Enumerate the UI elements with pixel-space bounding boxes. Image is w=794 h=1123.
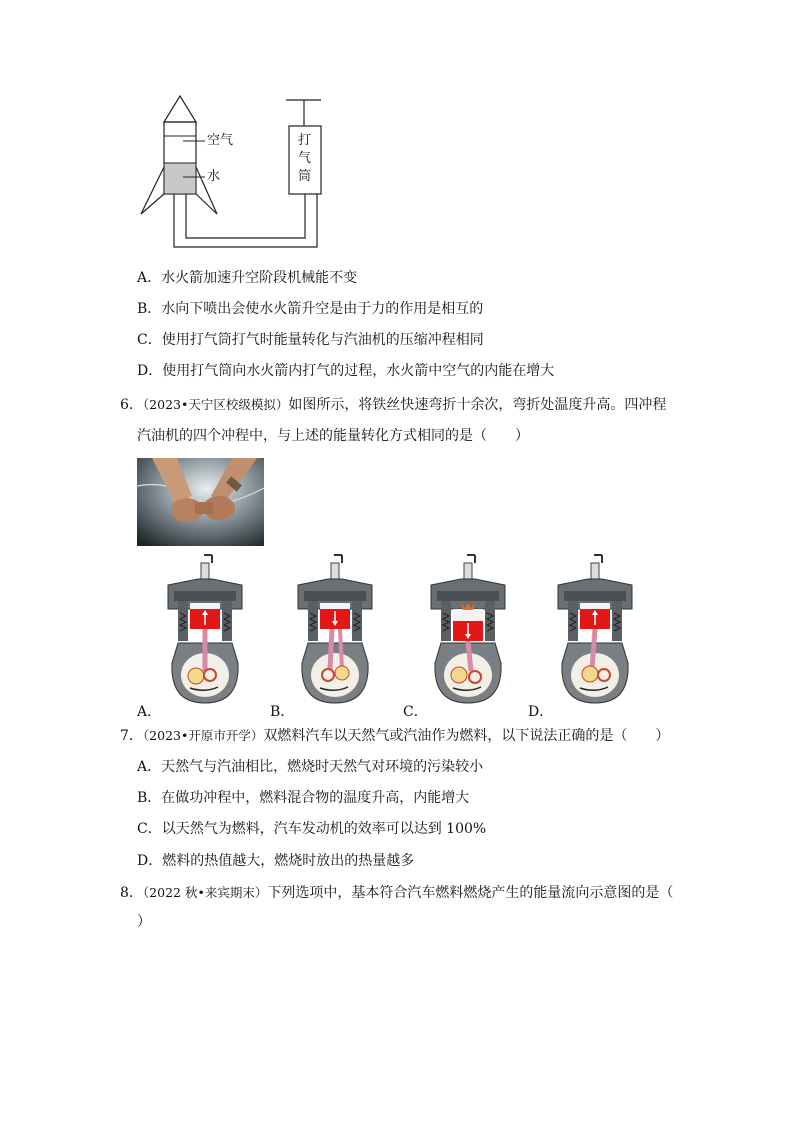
q5-option-c: C．使用打气筒打气时能量转化与汽油机的压缩冲程相同 [137,332,484,348]
engine-a [168,555,242,703]
engine-b [298,555,372,703]
label-air: 空气 [207,133,234,148]
q6-source: （2023•天宁区校级模拟） [142,397,289,412]
q7-option-b: B．在做功冲程中，燃料混合物的温度升高，内能增大 [137,790,470,806]
q8-stem-line2: ） [137,914,151,930]
q5-option-b: B．水向下喷出会使水火箭升空是由于力的作用是相互的 [137,301,484,317]
engine-strokes-figure [160,553,640,713]
q5-option-a: A．水火箭加速升空阶段机械能不变 [137,270,358,286]
pump-label-3: 筒 [298,169,312,184]
engine-label-a: A． [137,704,162,720]
engine-label-d: D． [528,704,554,720]
q7-stem [120,726,669,746]
q8-stem-line1 [120,883,673,903]
pump-label-2: 气 [298,151,312,166]
q6-stem-line2: 汽油机的四个冲程中，与上述的能量转化方式相同的是（ ） [137,428,529,444]
q6-number: 6． [120,397,143,413]
pump-label-1: 打 [298,133,312,148]
q8-text-1: 下列选项中，基本符合汽车燃料燃烧产生的能量流向示意图的是（ [267,885,674,901]
engine-c [431,555,505,703]
q7-option-a: A．天然气与汽油相比，燃烧时天然气对环境的污染较小 [137,759,484,775]
q7-text: 双燃料汽车以天然气或汽油作为燃料，以下说法正确的是（ ） [263,728,670,744]
q7-source: （2023•开原市开学） [142,728,264,743]
q5-option-d: D．使用打气筒向水火箭内打气的过程，水火箭中空气的内能在增大 [137,363,555,379]
engine-label-b: B． [270,704,295,720]
label-water: 水 [207,169,221,184]
q7-number: 7． [120,728,143,744]
q8-source: （2022 秋•来宾期末） [142,885,268,900]
engine-d [558,555,632,703]
q6-text-1: 如图所示，将铁丝快速弯折十余次，弯折处温度升高。四冲程 [288,397,667,413]
wire-bending-photo [137,458,264,546]
q7-option-d: D．燃料的热值越大，燃烧时放出的热量越多 [137,853,415,869]
q6-stem-line1 [120,395,666,415]
q8-number: 8． [120,885,143,901]
q7-option-c: C．以天然气为燃料，汽车发动机的效率可以达到 100% [137,821,487,837]
engine-label-c: C． [403,704,428,720]
water-rocket-diagram [135,95,335,255]
